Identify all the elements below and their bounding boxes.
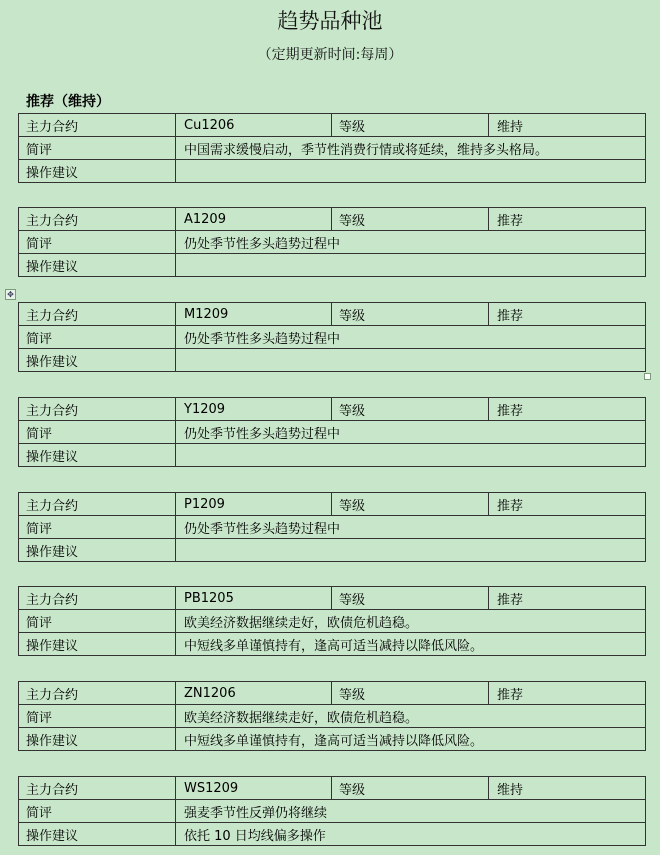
contract-value[interactable]: PB1205 [176,587,332,610]
comment-row [19,516,646,539]
contract-table [18,586,646,656]
rating-value[interactable]: 推荐 [489,303,646,326]
contract-value[interactable]: P1209 [176,493,332,516]
table-resize-handle[interactable] [644,373,651,380]
contract-label: 主力合约 [19,587,176,610]
contract-value[interactable]: M1209 [176,303,332,326]
advice-value[interactable]: 中短线多单谨慎持有，逢高可适当减持以降低风险。 [176,728,646,751]
comment-value[interactable]: 强麦季节性反弹仍将继续 [176,800,646,823]
advice-label: 操作建议 [19,444,176,467]
contract-label: 主力合约 [19,114,176,137]
level-label: 等级 [332,777,489,800]
contract-value[interactable]: Y1209 [176,398,332,421]
advice-label: 操作建议 [19,633,176,656]
advice-value[interactable] [176,160,646,183]
comment-row [19,231,646,254]
page-title: 趋势品种池 [277,9,383,33]
comment-value[interactable]: 仍处季节性多头趋势过程中 [176,421,646,444]
contract-label: 主力合约 [19,682,176,705]
advice-row [19,444,646,467]
contract-table [18,397,646,467]
table-move-handle-icon[interactable]: ✥ [5,289,16,300]
comment-label: 简评 [19,231,176,254]
contract-label: 主力合约 [19,493,176,516]
advice-row [19,160,646,183]
advice-row [19,349,646,372]
advice-row [19,823,646,846]
advice-value[interactable] [176,349,646,372]
rating-value[interactable]: 推荐 [489,208,646,231]
contract-row [19,114,646,137]
comment-label: 简评 [19,326,176,349]
contract-table [18,776,646,846]
comment-value[interactable]: 欧美经济数据继续走好，欧债危机趋稳。 [176,705,646,728]
advice-row [19,633,646,656]
comment-value[interactable]: 仍处季节性多头趋势过程中 [176,231,646,254]
level-label: 等级 [332,114,489,137]
level-label: 等级 [332,587,489,610]
contract-value[interactable]: WS1209 [176,777,332,800]
comment-row [19,705,646,728]
rating-value[interactable]: 维持 [489,777,646,800]
comment-label: 简评 [19,610,176,633]
advice-value[interactable] [176,254,646,277]
level-label: 等级 [332,493,489,516]
contract-table [18,207,646,277]
contract-label: 主力合约 [19,303,176,326]
comment-row [19,610,646,633]
page-subtitle: （定期更新时间:每周） [257,47,403,63]
advice-value[interactable]: 中短线多单谨慎持有，逢高可适当减持以降低风险。 [176,633,646,656]
advice-value[interactable]: 依托 10 日均线偏多操作 [176,823,646,846]
contract-table [18,681,646,751]
contract-row [19,587,646,610]
contract-label: 主力合约 [19,398,176,421]
advice-row [19,254,646,277]
contract-row [19,682,646,705]
advice-label: 操作建议 [19,539,176,562]
contract-value[interactable]: A1209 [176,208,332,231]
level-label: 等级 [332,682,489,705]
contract-table [18,302,646,372]
contract-row [19,493,646,516]
contract-row [19,208,646,231]
level-label: 等级 [332,303,489,326]
section-heading: 推荐（维持） [26,94,110,110]
comment-label: 简评 [19,421,176,444]
comment-value[interactable]: 欧美经济数据继续走好，欧债危机趋稳。 [176,610,646,633]
advice-value[interactable] [176,539,646,562]
comment-value[interactable]: 仍处季节性多头趋势过程中 [176,326,646,349]
contract-row [19,303,646,326]
advice-label: 操作建议 [19,349,176,372]
rating-value[interactable]: 推荐 [489,587,646,610]
advice-label: 操作建议 [19,254,176,277]
comment-label: 简评 [19,705,176,728]
advice-value[interactable] [176,444,646,467]
contract-table [18,492,646,562]
contract-value[interactable]: Cu1206 [176,114,332,137]
advice-label: 操作建议 [19,728,176,751]
comment-row [19,800,646,823]
rating-value[interactable]: 推荐 [489,398,646,421]
contract-value[interactable]: ZN1206 [176,682,332,705]
advice-row [19,539,646,562]
advice-label: 操作建议 [19,160,176,183]
rating-value[interactable]: 维持 [489,114,646,137]
comment-label: 简评 [19,137,176,160]
comment-row [19,137,646,160]
comment-label: 简评 [19,516,176,539]
contract-table [18,113,646,183]
contract-row [19,777,646,800]
rating-value[interactable]: 推荐 [489,493,646,516]
level-label: 等级 [332,208,489,231]
comment-row [19,421,646,444]
comment-row [19,326,646,349]
level-label: 等级 [332,398,489,421]
comment-value[interactable]: 中国需求缓慢启动，季节性消费行情或将延续，维持多头格局。 [176,137,646,160]
comment-label: 简评 [19,800,176,823]
contract-row [19,398,646,421]
contract-label: 主力合约 [19,777,176,800]
advice-row [19,728,646,751]
contract-label: 主力合约 [19,208,176,231]
rating-value[interactable]: 推荐 [489,682,646,705]
advice-label: 操作建议 [19,823,176,846]
comment-value[interactable]: 仍处季节性多头趋势过程中 [176,516,646,539]
